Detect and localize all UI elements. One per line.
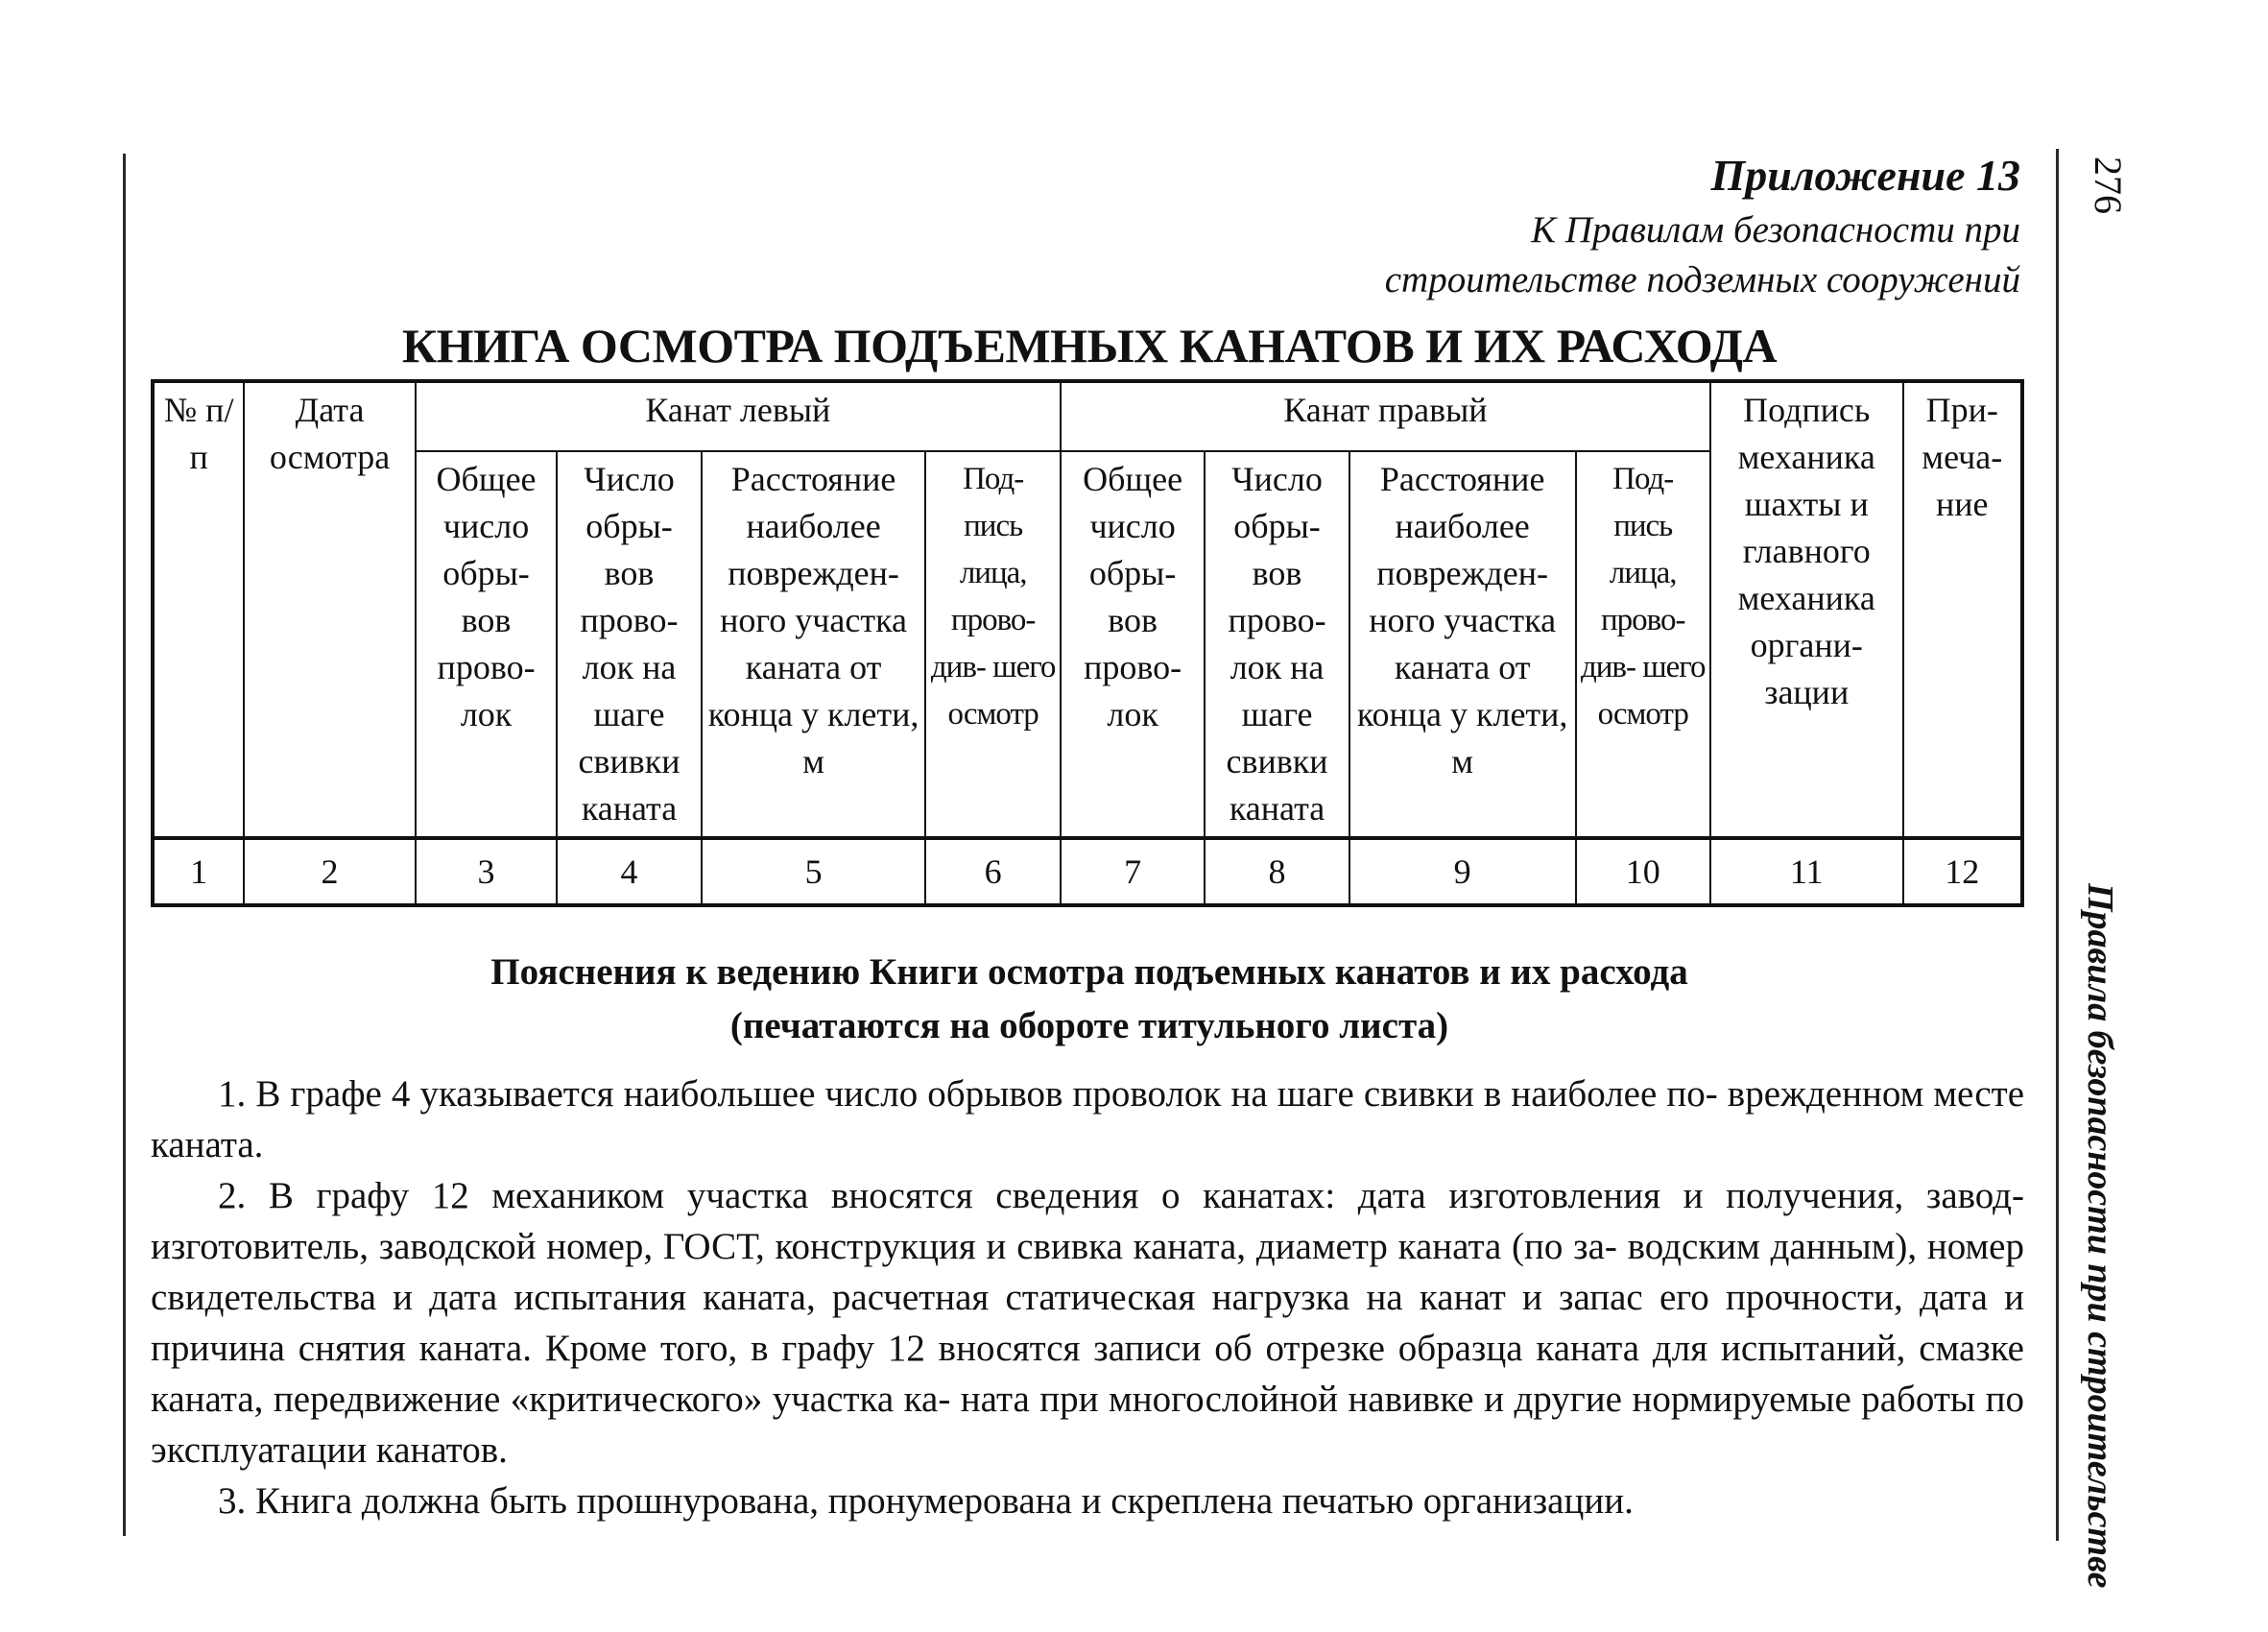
subheader-right-inspector-sign: Под- пись лица, прово- див- шего осмотр bbox=[1576, 451, 1710, 838]
column-number: 12 bbox=[1903, 838, 2022, 905]
appendix-reference-line-1: К Правилам безопасности при bbox=[1531, 209, 2020, 251]
explanation-item-2: 2. В графу 12 механиком участка вносятся сведения о канатах: дата изготовления и получения, завод-изготовитель, заводской номер, ГОСТ, конструкция и свивка каната, диаметр каната (по за- водским данным), номер свидетельства и дата испытания каната, расчетная статическая нагрузка на канат и запас его прочности, дата и причина снятия каната. Кроме того, в графу 12 вносятся записи об отрезке образца каната для испытаний, смазке каната, передвижение «критического» участка ка- ната при многослойной навивке и другие нормируемые работы по эксплуатации канатов. bbox=[151, 1175, 2024, 1471]
column-number: 8 bbox=[1205, 838, 1349, 905]
table-header-row bbox=[153, 381, 2022, 451]
explanation-item-3: 3. Книга должна быть прошнурована, пронумерована и скреплена печатью организации. bbox=[218, 1480, 1634, 1522]
header-cell-number: № п/п bbox=[153, 381, 244, 838]
column-number-row bbox=[153, 838, 2022, 905]
subheader-right-breaks-per-lay: Число обры- вов прово- лок на шаге свивки каната bbox=[1205, 451, 1349, 838]
column-number: 1 bbox=[153, 838, 244, 905]
subheader-left-inspector-sign: Под- пись лица, прово- див- шего осмотр bbox=[925, 451, 1060, 838]
subheader-left-breaks-per-lay: Число обры- вов прово- лок на шаге свивки каната bbox=[557, 451, 701, 838]
header-cell-right-rope: Канат правый bbox=[1061, 381, 1710, 451]
document-title: КНИГА ОСМОТРА ПОДЪЕМНЫХ КАНАТОВ И ИХ РАСХОДА bbox=[401, 319, 1778, 372]
running-title: Правила безопасности при строительстве bbox=[2080, 883, 2120, 1589]
column-number: 5 bbox=[702, 838, 926, 905]
header-cell-note: При- меча- ние bbox=[1903, 381, 2022, 838]
column-number: 6 bbox=[925, 838, 1060, 905]
subheader-left-distance: Расстояние наиболее поврежден- ного участка каната от конца у клети, м bbox=[702, 451, 926, 838]
column-number: 9 bbox=[1349, 838, 1576, 905]
explanations-body bbox=[151, 1068, 2024, 1526]
subheader-right-total-breaks: Общее число обры- вов прово- лок bbox=[1061, 451, 1205, 838]
column-number: 4 bbox=[557, 838, 701, 905]
inspection-register-table bbox=[151, 379, 2024, 907]
explanation-item-1: 1. В графе 4 указывается наибольшее число обрывов проволок на шаге свивки в наиболее по- врежденном месте каната. bbox=[151, 1073, 2024, 1165]
appendix-number: Приложение 13 bbox=[1710, 151, 2020, 200]
appendix-header bbox=[1385, 146, 2020, 305]
subheader-right-distance: Расстояние наиболее поврежден- ного участка каната от конца у клети, м bbox=[1349, 451, 1576, 838]
column-number: 10 bbox=[1576, 838, 1710, 905]
header-cell-date: Дата осмотра bbox=[244, 381, 416, 838]
explanations-heading bbox=[0, 946, 2179, 1053]
subheader-left-total-breaks: Общее число обры- вов прово- лок bbox=[416, 451, 557, 838]
explanations-subtitle: (печатаются на обороте титульного листа) bbox=[729, 1005, 1449, 1046]
page-number: 276 bbox=[2087, 156, 2130, 214]
column-number: 11 bbox=[1710, 838, 1903, 905]
appendix-reference-line-2: строительстве подземных сооружений bbox=[1384, 259, 2020, 300]
explanations-title: Пояснения к ведению Книги осмотра подъемных канатов и их расхода bbox=[490, 951, 1688, 993]
column-number: 7 bbox=[1061, 838, 1205, 905]
header-cell-signature: Подпись механика шахты и главного механика органи- зации bbox=[1710, 381, 1903, 838]
column-number: 2 bbox=[244, 838, 416, 905]
header-cell-left-rope: Канат левый bbox=[416, 381, 1061, 451]
column-number: 3 bbox=[416, 838, 557, 905]
